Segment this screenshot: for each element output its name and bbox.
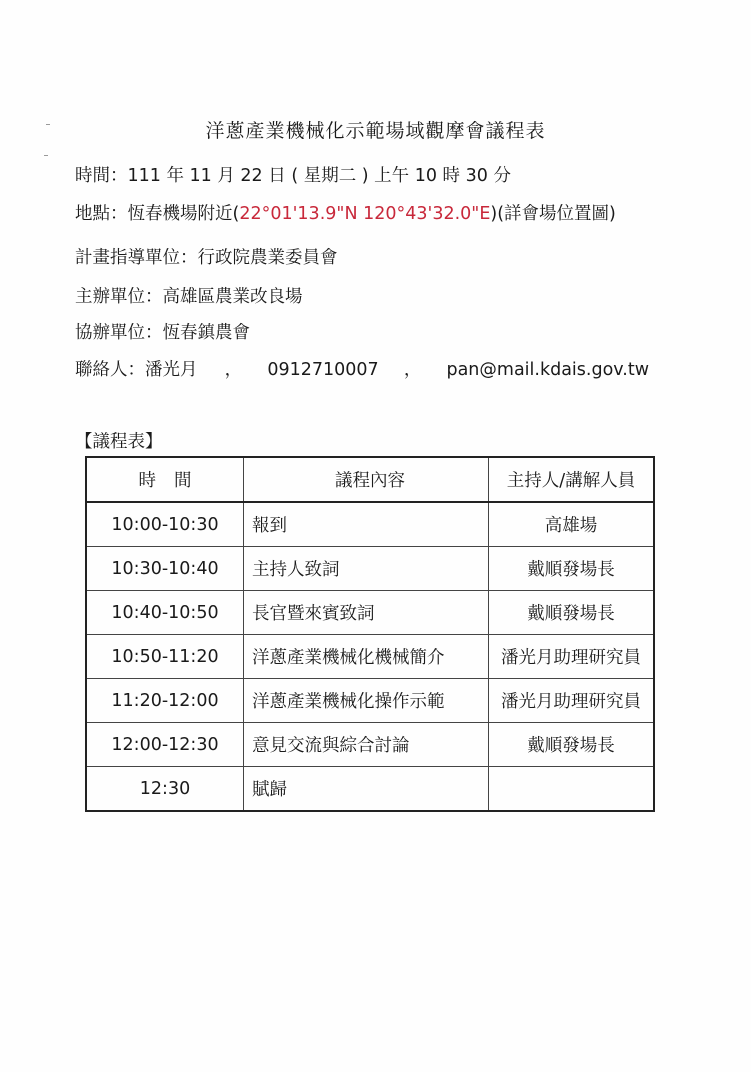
agenda-label: 【議程表】 xyxy=(75,432,163,452)
contact-phone: 0912710007 xyxy=(267,360,379,380)
row-content: 意見交流與綜合討論 xyxy=(244,723,489,767)
row-host xyxy=(489,767,655,812)
co-organizing-unit: 協辦單位：恆春鎮農會 xyxy=(75,323,250,343)
organizing-unit: 主辦單位：高雄區農業改良場 xyxy=(75,287,303,307)
location-coordinates: 22°01'13.9"N 120°43'32.0"E xyxy=(239,204,491,224)
row-content: 賦歸 xyxy=(244,767,489,812)
scan-artifact-mark xyxy=(44,155,48,156)
location-suffix: )(詳會場位置圖) xyxy=(490,204,616,224)
contact-separator: ， xyxy=(224,360,243,380)
contact-info xyxy=(75,356,649,381)
row-host: 高雄場 xyxy=(489,502,655,547)
row-content: 洋蔥產業機械化操作示範 xyxy=(244,679,489,723)
row-host: 戴順發場長 xyxy=(489,723,655,767)
row-content: 長官暨來賓致詞 xyxy=(244,591,489,635)
agenda-row xyxy=(86,635,654,679)
row-time: 10:30-10:40 xyxy=(86,547,244,591)
header-host: 主持人/講解人員 xyxy=(489,457,655,502)
agenda-row xyxy=(86,547,654,591)
header-time: 時間 xyxy=(86,457,244,502)
agenda-row xyxy=(86,767,654,812)
row-content: 洋蔥產業機械化機械簡介 xyxy=(244,635,489,679)
row-content: 主持人致詞 xyxy=(244,547,489,591)
row-host: 戴順發場長 xyxy=(489,591,655,635)
row-time: 12:00-12:30 xyxy=(86,723,244,767)
agenda-row xyxy=(86,502,654,547)
supervising-unit: 計畫指導單位：行政院農業委員會 xyxy=(75,248,338,268)
agenda-row xyxy=(86,723,654,767)
meeting-time: 時間：111 年 11 月 22 日 ( 星期二 ) 上午 10 時 30 分 xyxy=(75,166,511,186)
row-host: 戴順發場長 xyxy=(489,547,655,591)
row-time: 10:50-11:20 xyxy=(86,635,244,679)
row-host: 潘光月助理研究員 xyxy=(489,635,655,679)
location-prefix: 地點：恆春機場附近( xyxy=(75,204,240,224)
agenda-row xyxy=(86,591,654,635)
row-time: 10:40-10:50 xyxy=(86,591,244,635)
row-time: 10:00-10:30 xyxy=(86,502,244,547)
contact-email: pan@mail.kdais.gov.tw xyxy=(446,360,650,380)
row-host: 潘光月助理研究員 xyxy=(489,679,655,723)
agenda-table xyxy=(85,456,655,812)
contact-separator: ， xyxy=(403,360,422,380)
row-content: 報到 xyxy=(244,502,489,547)
document-title: 洋蔥產業機械化示範場域觀摩會議程表 xyxy=(205,120,546,142)
header-content: 議程內容 xyxy=(244,457,489,502)
row-time: 11:20-12:00 xyxy=(86,679,244,723)
agenda-header-row xyxy=(86,457,654,502)
row-time: 12:30 xyxy=(86,767,244,812)
agenda-row xyxy=(86,679,654,723)
meeting-location xyxy=(75,200,616,225)
contact-name: 聯絡人：潘光月 xyxy=(75,360,198,380)
